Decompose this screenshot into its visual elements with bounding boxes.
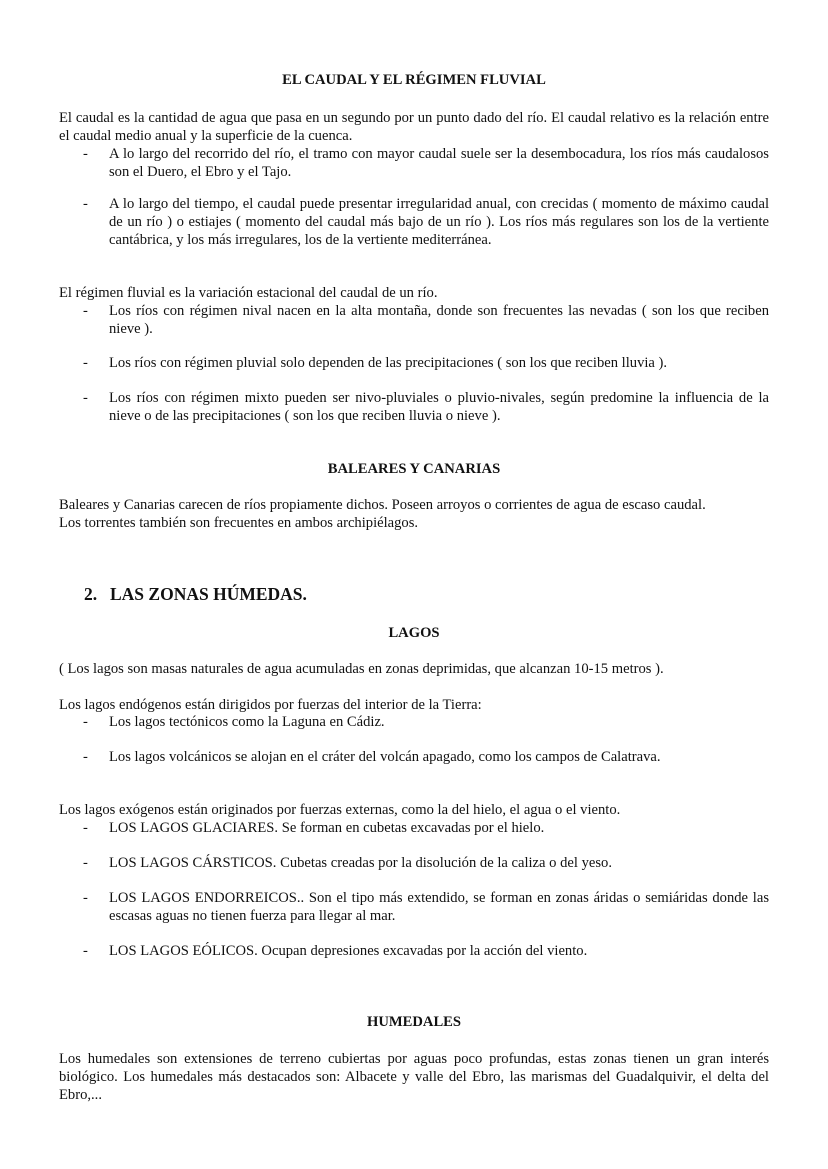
list-item-text: Los ríos con régimen nival nacen en la alta montaña, donde son frecuentes las nevadas ( son los que reciben nieve ).	[109, 303, 769, 337]
bullet-dash: -	[83, 943, 88, 959]
bullet-dash: -	[83, 146, 88, 162]
chapter-title: LAS ZONAS HÚMEDAS.	[110, 584, 307, 604]
baleares-line-1: Baleares y Canarias carecen de ríos propiamente dichos. Poseen arroyos o corrientes de agua de escaso caudal.	[59, 497, 706, 513]
list-item-text: Los lagos volcánicos se alojan en el cráter del volcán apagado, como los campos de Calatrava.	[109, 749, 661, 765]
bullet-dash: -	[83, 890, 88, 906]
lagos-exogenos-intro: Los lagos exógenos están originados por fuerzas externas, como la del hielo, el agua o el viento.	[59, 802, 621, 818]
chapter-number: 2.	[84, 584, 98, 604]
lagos-endogenos-intro: Los lagos endógenos están dirigidos por fuerzas del interior de la Tierra:	[59, 697, 482, 713]
lagos-definition: ( Los lagos son masas naturales de agua acumuladas en zonas deprimidas, que alcanzan 10-15 metros ).	[59, 661, 664, 677]
bullet-dash: -	[83, 355, 88, 371]
section-title-caudal: EL CAUDAL Y EL RÉGIMEN FLUVIAL	[282, 72, 546, 88]
list-item-text: LOS LAGOS EÓLICOS. Ocupan depresiones excavadas por la acción del viento.	[109, 943, 588, 959]
list-item-text: A lo largo del recorrido del río, el tramo con mayor caudal suele ser la desembocadura, los ríos más caudalosos son el Duero, el Ebro y el Tajo.	[109, 146, 769, 180]
list-item-text: LOS LAGOS ENDORREICOS.. Son el tipo más extendido, se forman en zonas áridas o semiáridas donde las escasas aguas no tienen fuerza para llegar al mar.	[109, 890, 769, 924]
caudal-intro-paragraph: El caudal es la cantidad de agua que pasa en un segundo por un punto dado del río. El caudal relativo es la relación entre el caudal medio anual y la superficie de la cuenca.	[59, 110, 769, 144]
bullet-dash: -	[83, 749, 88, 765]
bullet-dash: -	[83, 196, 88, 212]
section-title-lagos: LAGOS	[388, 625, 440, 641]
regimen-intro-paragraph: El régimen fluvial es la variación estacional del caudal de un río.	[59, 285, 438, 301]
section-title-baleares: BALEARES Y CANARIAS	[327, 461, 501, 477]
bullet-dash: -	[83, 303, 88, 319]
bullet-dash: -	[83, 820, 88, 836]
list-item-text: LOS LAGOS CÁRSTICOS. Cubetas creadas por la disolución de la caliza o del yeso.	[109, 855, 612, 871]
list-item-text: Los ríos con régimen pluvial solo dependen de las precipitaciones ( son los que reciben lluvia ).	[109, 355, 668, 371]
list-item-text: A lo largo del tiempo, el caudal puede presentar irregularidad anual, con crecidas ( momento de máximo caudal de un río ) o estiajes ( momento del caudal más bajo de un río ). Los ríos más regulares son los de la vertiente cantábrica, y los más irregulares, los de la vertiente mediterránea.	[109, 196, 769, 248]
list-item-text: Los lagos tectónicos como la Laguna en Cádiz.	[109, 714, 385, 730]
list-item-text: LOS LAGOS GLACIARES. Se forman en cubetas excavadas por el hielo.	[109, 820, 545, 836]
baleares-line-2: Los torrentes también son frecuentes en ambos archipiélagos.	[59, 515, 419, 531]
chapter-heading	[84, 583, 307, 605]
humedales-paragraph: Los humedales son extensiones de terreno cubiertas por aguas poco profundas, estas zonas tienen un gran interés biológico. Los humedales más destacados son: Albacete y valle del Ebro, las marismas del Guadalquivir, el delta del Ebro,...	[59, 1051, 769, 1103]
section-title-humedales: HUMEDALES	[366, 1014, 462, 1030]
bullet-dash: -	[83, 855, 88, 871]
bullet-dash: -	[83, 714, 88, 730]
list-item-text: Los ríos con régimen mixto pueden ser nivo-pluviales o pluvio-nivales, según predomine la influencia de la nieve o de las precipitaciones ( son los que reciben lluvia o nieve ).	[109, 390, 769, 424]
bullet-dash: -	[83, 390, 88, 406]
